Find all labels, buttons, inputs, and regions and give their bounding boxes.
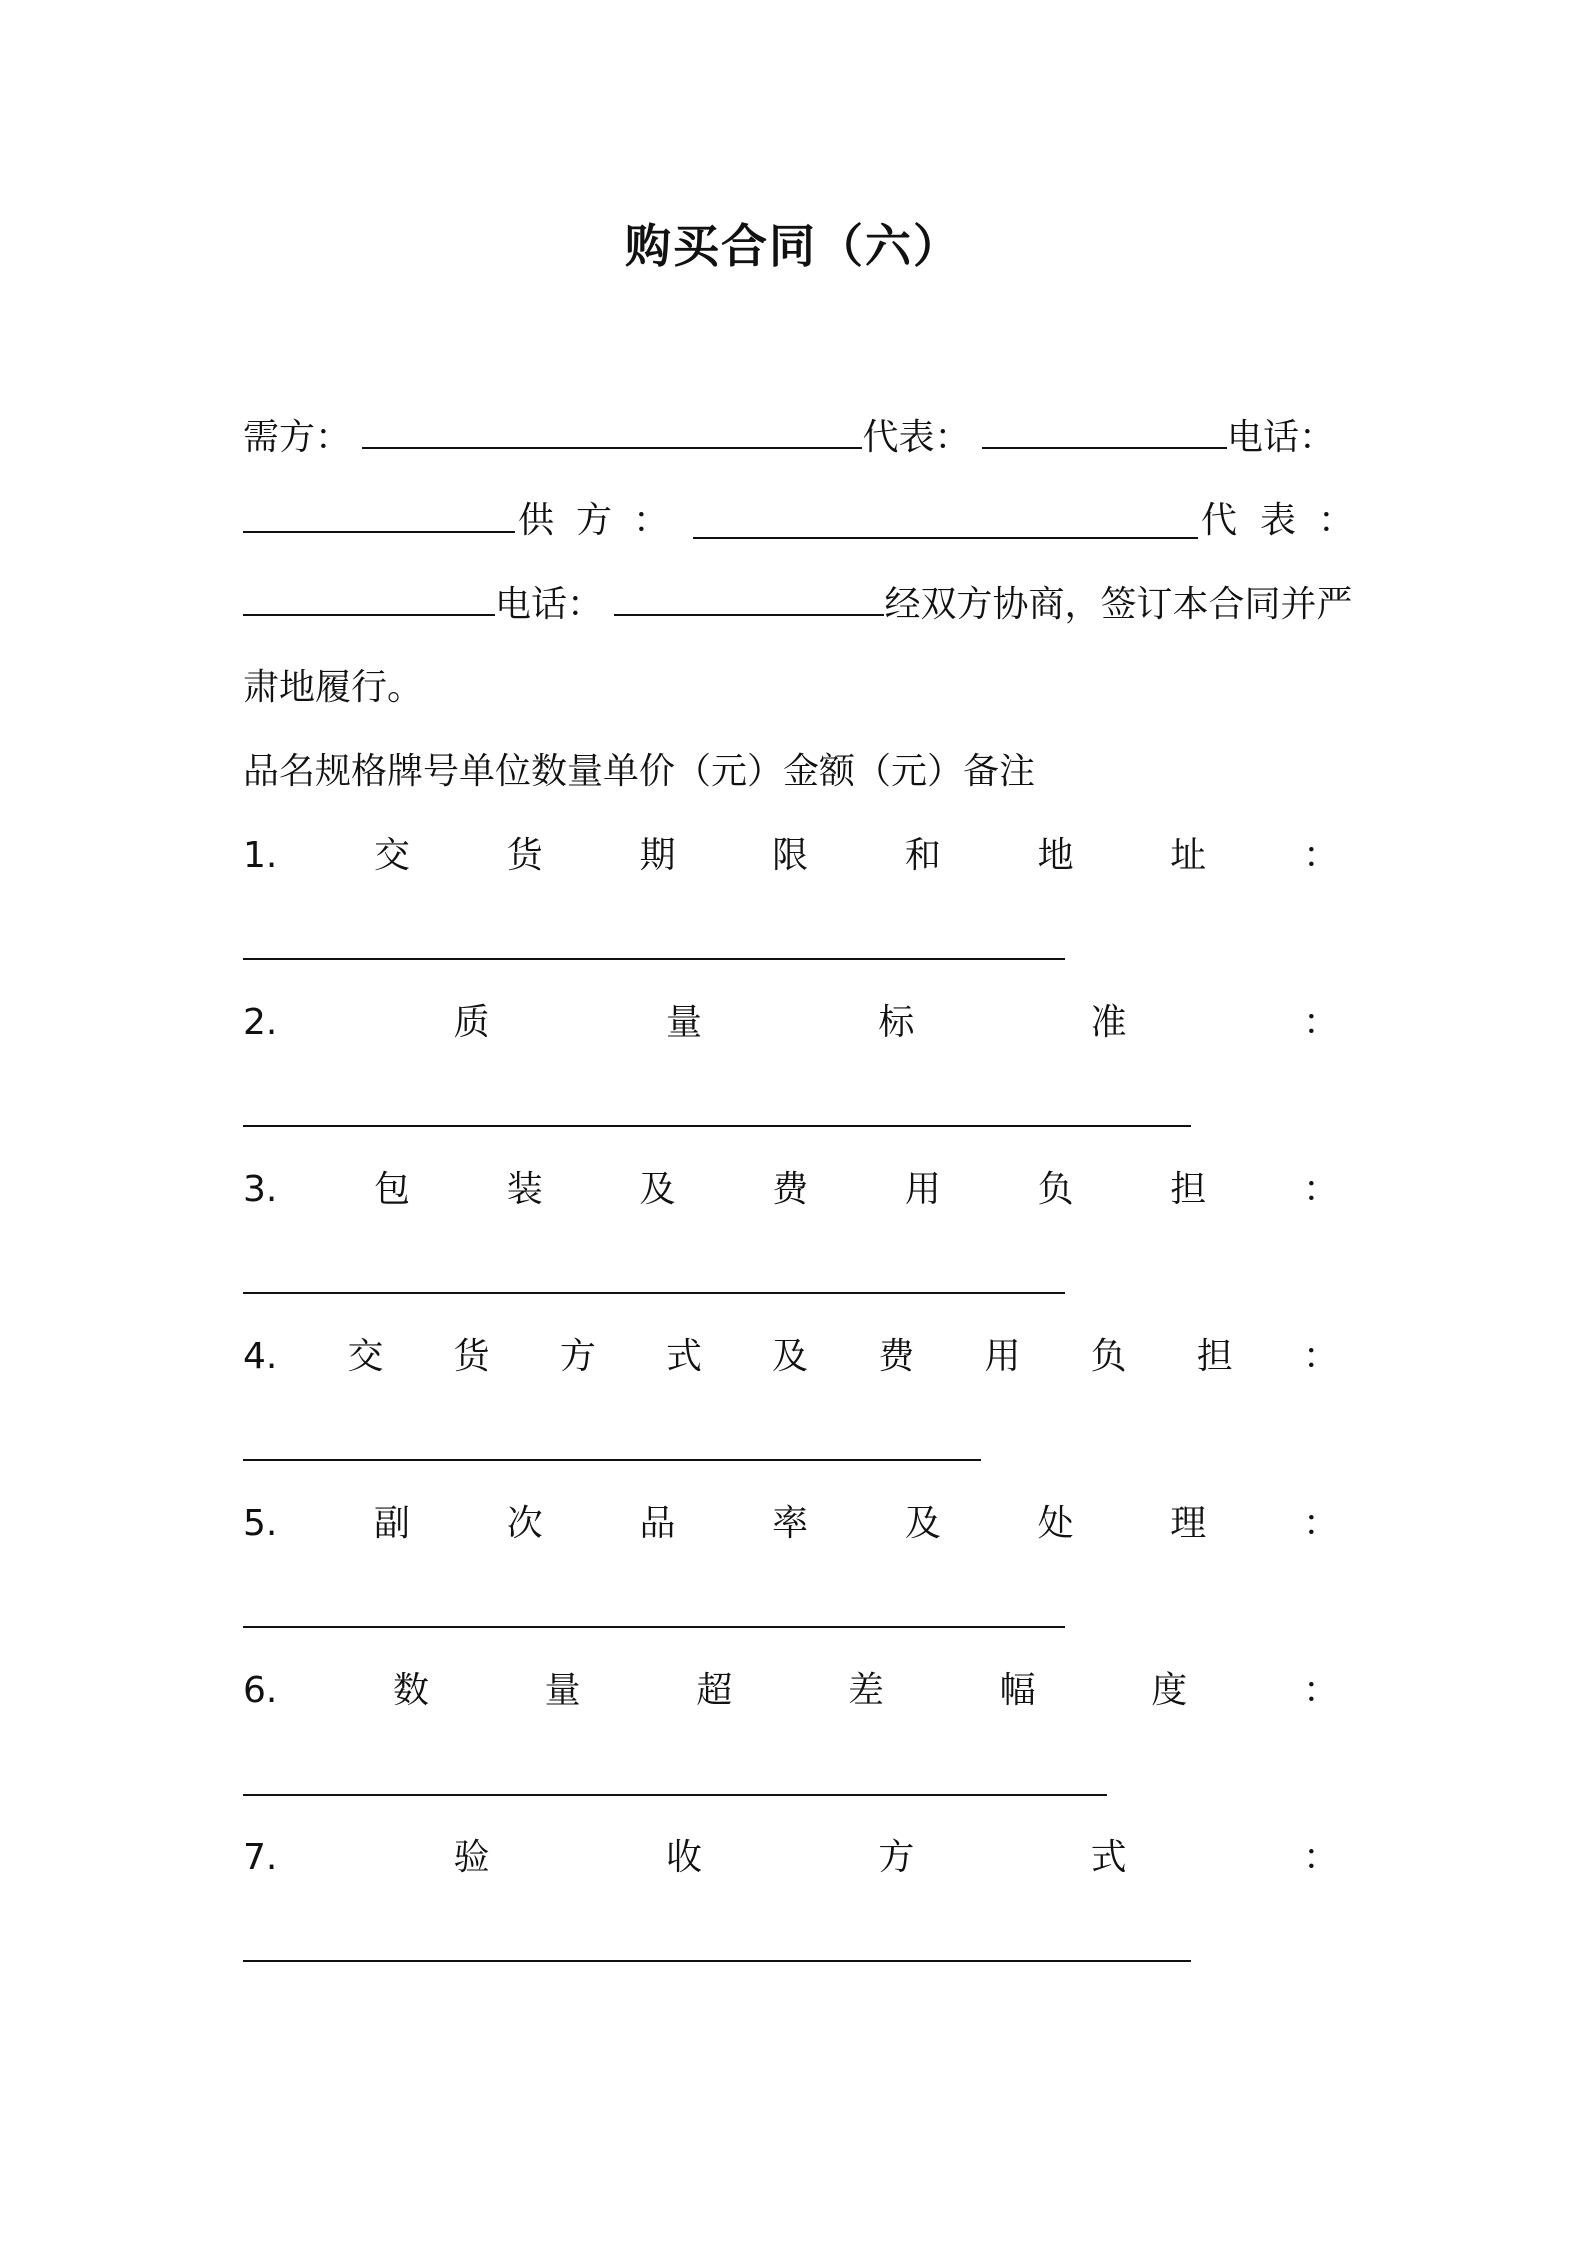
clause-colon: ： <box>1302 1336 1339 1377</box>
phone-label: 电话： <box>1226 417 1335 458</box>
clause-char: 担 <box>1196 1336 1233 1377</box>
clause-char: 质 <box>453 1002 490 1043</box>
clause-number: 3. <box>243 1169 278 1210</box>
clause-char: 幅 <box>999 1670 1036 1711</box>
clause-number: 1. <box>243 835 278 876</box>
buyer-line <box>243 413 1335 462</box>
supplier-phone-line <box>243 580 1352 629</box>
clause-char: 副 <box>374 1503 411 1544</box>
supplier-rep-label-2: 表 <box>1260 500 1297 541</box>
clause-blank[interactable] <box>243 1794 1107 1796</box>
clause-char: 理 <box>1170 1503 1207 1544</box>
clause-char: 期 <box>639 835 676 876</box>
clause-char: 交 <box>374 835 411 876</box>
clause-char: 址 <box>1170 835 1207 876</box>
supplier-label-3: ： <box>633 500 670 541</box>
clause-char: 货 <box>453 1336 490 1377</box>
clause-colon: ： <box>1302 1169 1339 1210</box>
buyer-phone-blank[interactable] <box>243 497 515 533</box>
buyer-label: 需方： <box>243 417 352 458</box>
clause-char: 度 <box>1151 1670 1188 1711</box>
clause-char: 及 <box>772 1336 809 1377</box>
clause-char: 准 <box>1090 1002 1127 1043</box>
clause-2 <box>243 999 1339 1047</box>
clause-3 <box>243 1166 1339 1214</box>
clause-blank[interactable] <box>243 1292 1065 1294</box>
clause-char: 次 <box>506 1503 543 1544</box>
agreement-text-cont: 肃地履行。 <box>243 667 424 708</box>
clause-char: 用 <box>984 1336 1021 1377</box>
clause-char: 和 <box>904 835 941 876</box>
clause-char: 品 <box>639 1503 676 1544</box>
clause-number: 4. <box>243 1336 278 1377</box>
supplier-phone-label: 电话： <box>495 584 604 625</box>
clause-colon: ： <box>1302 1837 1339 1878</box>
clause-char: 及 <box>639 1169 676 1210</box>
clause-char: 收 <box>666 1837 703 1878</box>
clause-char: 装 <box>506 1169 543 1210</box>
clause-1 <box>243 832 1339 880</box>
clause-number: 7. <box>243 1837 278 1878</box>
clause-char: 交 <box>347 1336 384 1377</box>
agreement-text: 经双方协商，签订本合同并严 <box>884 584 1353 625</box>
clause-char: 货 <box>506 835 543 876</box>
clause-char: 地 <box>1037 835 1074 876</box>
clause-colon: ： <box>1302 1503 1339 1544</box>
clause-colon: ： <box>1302 835 1339 876</box>
clause-char: 费 <box>772 1169 809 1210</box>
clause-char: 担 <box>1170 1169 1207 1210</box>
supplier-phone-blank[interactable] <box>614 580 884 616</box>
clause-char: 超 <box>696 1670 733 1711</box>
clause-blank[interactable] <box>243 1960 1191 1962</box>
clause-char: 量 <box>666 1002 703 1043</box>
clause-char: 式 <box>665 1336 702 1377</box>
document-title: 购买合同（六） <box>625 219 961 273</box>
clause-colon: ： <box>1302 1002 1339 1043</box>
supplier-blank[interactable] <box>693 503 1198 539</box>
clause-char: 用 <box>904 1169 941 1210</box>
clause-blank[interactable] <box>243 1459 981 1461</box>
clause-char: 包 <box>374 1169 411 1210</box>
clause-char: 标 <box>878 1002 915 1043</box>
supplier-line <box>243 497 1355 546</box>
clause-char: 及 <box>904 1503 941 1544</box>
clause-char: 处 <box>1037 1503 1074 1544</box>
clause-blank[interactable] <box>243 1626 1065 1628</box>
clause-blank[interactable] <box>243 1125 1191 1127</box>
clause-number: 2. <box>243 1002 278 1043</box>
clause-char: 式 <box>1090 1837 1127 1878</box>
clause-number: 6. <box>243 1670 278 1711</box>
clause-6 <box>243 1667 1339 1715</box>
clause-char: 方 <box>559 1336 596 1377</box>
clause-char: 率 <box>772 1503 809 1544</box>
clause-colon: ： <box>1302 1670 1339 1711</box>
clause-char: 负 <box>1037 1169 1074 1210</box>
clause-5 <box>243 1500 1339 1548</box>
supplier-label-1: 供 <box>518 500 555 541</box>
clause-char: 量 <box>544 1670 581 1711</box>
supplier-label-2: 方 <box>576 500 613 541</box>
rep-blank[interactable] <box>982 413 1227 449</box>
clause-blank[interactable] <box>243 958 1065 960</box>
clause-char: 方 <box>878 1837 915 1878</box>
clause-char: 验 <box>453 1837 490 1878</box>
supplier-rep-label-3: ： <box>1318 500 1355 541</box>
buyer-blank[interactable] <box>362 413 862 449</box>
clause-char: 限 <box>772 835 809 876</box>
clause-char: 差 <box>847 1670 884 1711</box>
clause-7 <box>243 1834 1339 1882</box>
table-header: 品名规格牌号单位数量单价（元）金额（元）备注 <box>243 751 1036 792</box>
clause-4 <box>243 1333 1339 1381</box>
clause-char: 负 <box>1090 1336 1127 1377</box>
clause-char: 费 <box>878 1336 915 1377</box>
clause-number: 5. <box>243 1503 278 1544</box>
supplier-rep-blank[interactable] <box>243 580 495 616</box>
rep-label: 代表： <box>862 417 971 458</box>
supplier-rep-label-1: 代 <box>1201 500 1238 541</box>
clause-char: 数 <box>393 1670 430 1711</box>
